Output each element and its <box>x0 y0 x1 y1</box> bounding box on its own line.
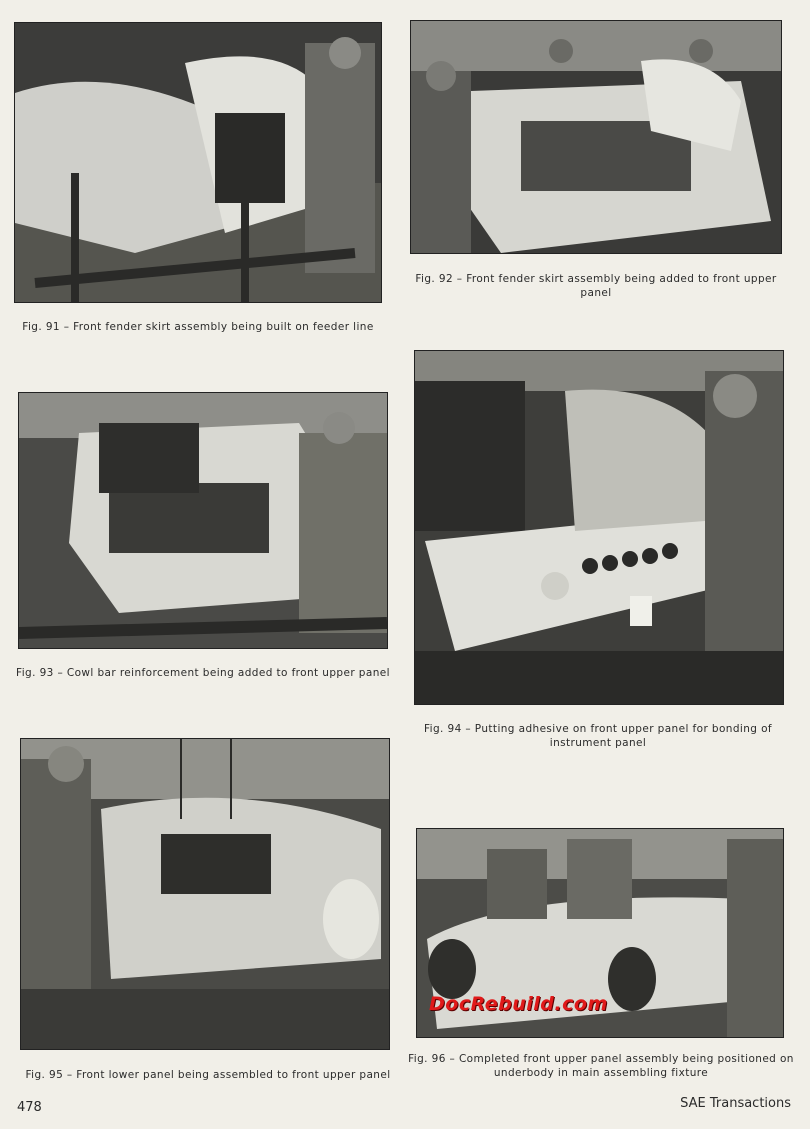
figure-96-photo <box>416 828 784 1038</box>
figure-95-caption: Fig. 95 – Front lower panel being assembled to front upper panel <box>25 1069 391 1081</box>
journal-name: SAE Transactions <box>680 1096 791 1111</box>
figure-92-caption: Fig. 92 – Front fender skirt assembly being added to front upper panel <box>415 273 777 299</box>
figure-94-photo <box>414 350 784 705</box>
figure-93-photo <box>18 392 388 649</box>
watermark-text: DocRebuild.com <box>429 993 608 1015</box>
page-number: 478 <box>17 1100 42 1115</box>
figure-95-photo <box>20 738 390 1050</box>
figure-93-caption: Fig. 93 – Cowl bar reinforcement being added to front upper panel <box>16 667 390 679</box>
figure-94-caption: Fig. 94 – Putting adhesive on front upper panel for bonding of instrument panel <box>423 723 773 749</box>
figure-92-photo <box>410 20 782 254</box>
lower-panel-illustration <box>21 739 389 1049</box>
figure-91-caption: Fig. 91 – Front fender skirt assembly being built on feeder line <box>22 321 374 333</box>
fender-assembly-illustration <box>15 23 381 302</box>
figure-91-photo <box>14 22 382 303</box>
fender-panel-illustration <box>411 21 781 253</box>
figure-96-caption: Fig. 96 – Completed front upper panel assembly being positioned on underbody in main assembling fixture <box>408 1053 794 1079</box>
instrument-panel-illustration <box>415 351 783 704</box>
cowl-bar-illustration <box>19 393 387 648</box>
